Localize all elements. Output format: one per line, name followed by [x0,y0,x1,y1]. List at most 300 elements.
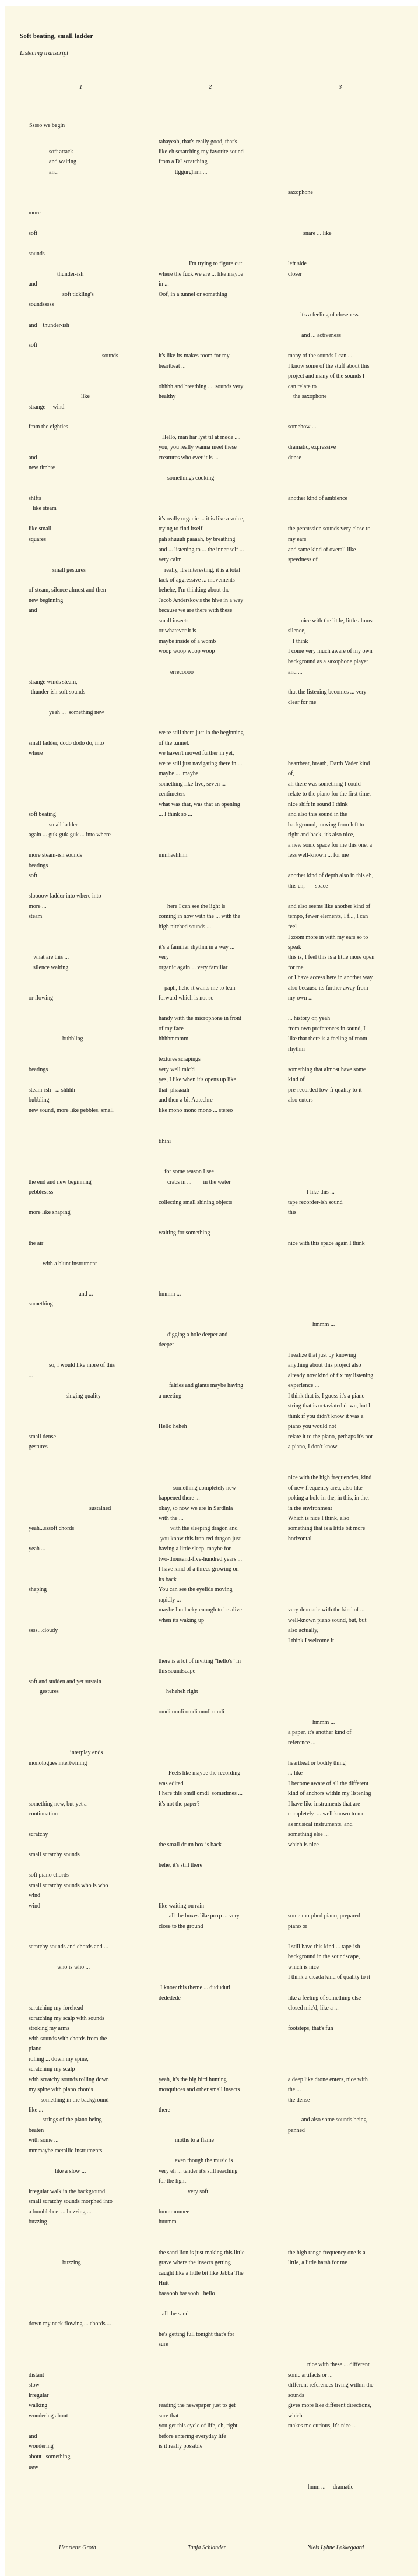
transcript-line: wind [29,1903,40,1909]
transcript-line: the dense [288,2097,310,2103]
transcript-line: tahayeah, that's really good, that's [159,139,237,145]
transcript-line: continuation [29,1811,58,1817]
transcript-line: because we are there with these [159,607,233,614]
transcript-line: the end and new beginning [29,1179,92,1185]
transcript-line: the high range frequency one is a [288,2250,366,2256]
transcript-line: or whatever it is [159,628,196,634]
transcript-line: so, I would like more of this [49,1362,115,1368]
transcript-line: the ... [288,2086,301,2093]
transcript-line: something that almost have some [288,1067,366,1073]
transcript-line: a meeting [159,1393,182,1399]
transcript-line: of, [288,770,294,777]
transcript-line: something else ... [288,1831,329,1838]
transcript-line: with the ... [159,1515,184,1522]
transcript-line: like waiting on rain [159,1903,205,1909]
transcript-line: sounds [288,2392,304,2399]
transcript-line: a new sonic space for me this one, a [288,842,373,849]
transcript-line: sounds [29,251,45,257]
transcript-line: Hutt [159,2280,169,2286]
transcript-line: very soft [188,2188,209,2195]
transcript-line: rhythm [288,1046,305,1053]
transcript-line: background, moving from left to [288,822,364,828]
transcript-line: small scratchy sounds who is who [29,1882,108,1889]
transcript-line: there is a lot of inviting “hello's” in [159,1658,241,1664]
transcript-line: buzzing [62,2260,81,2266]
transcript-line: happened there ... [159,1495,200,1501]
transcript-line: yeah...sssoft chords [29,1525,75,1532]
transcript-line: having a little sleep, maybe for [159,1546,231,1552]
transcript-line: reading the newspaper just to get [159,2402,236,2409]
transcript-line: also because its further away from [288,985,368,991]
transcript-line: and ... activeness [301,332,342,339]
transcript-line: I know some of the stuff about this [288,363,370,369]
transcript-line: collecting small shining objects [159,1199,233,1206]
transcript-line: organic again ... very familiar [159,965,228,971]
transcript-line: for the light [159,2178,187,2184]
transcript-line: steam [29,913,43,920]
transcript-line: shaping [29,1586,47,1593]
transcript-line: something completely new [173,1485,236,1491]
transcript-line: hmmmmmee [159,2209,189,2215]
transcript-line: who is who ... [57,1964,90,1970]
transcript-line: small ladder, dodo dodo do, into [29,740,104,747]
transcript-line: saxophone [288,189,313,196]
transcript-line: handy with the microphone in front [159,1015,241,1022]
transcript-line: I still have this kind ... tape-ish [288,1944,360,1950]
transcript-line: some morphed piano, prepared [288,1913,360,1919]
transcript-line: also actually, [288,1627,319,1634]
transcript-line: he's getting full tonight that's for [159,2331,234,2338]
transcript-line: kind of [288,1076,305,1083]
transcript-line: was edited [159,1780,184,1787]
transcript-line: tempo, fewer elements, I f..., I can [288,913,368,920]
transcript-line: beaten [29,2127,44,2134]
transcript-line: something new, but yet a [29,1801,87,1807]
transcript-line: pebblessss [29,1189,54,1195]
transcript-line: and same kind of overall like [288,547,356,553]
transcript-line: sloooow ladder into where into [29,893,101,899]
transcript-line: left side [288,261,307,267]
transcript-line: many of the sounds I can ... [288,353,353,359]
transcript-line: you get this cycle of life, eh, right [159,2423,238,2429]
transcript-line: maybe ... maybe [159,770,199,777]
transcript-line: hmmm ... [159,1291,181,1297]
transcript-line: that the listening becomes ... very [288,689,367,695]
transcript-line: very dramatic with the kind of ... [288,1607,365,1613]
transcript-line: it's a feeling of closeness [300,312,359,318]
transcript-line: footsteps, that's fun [288,2025,333,2032]
transcript-line: strange winds steam, [29,679,78,685]
transcript-line: less well-known ... for me [288,852,349,858]
transcript-line: horizontal [288,1536,312,1542]
transcript-line: rolling ... down my spine, [29,2056,89,2063]
transcript-line: another kind of ambience [288,495,347,502]
transcript-line: fairies and giants maybe having [169,1382,244,1389]
transcript-line: I think a cicada kind of quality to it [288,1974,371,1980]
transcript-line: from own preferences in sound, I [288,1026,366,1032]
transcript-line: pre-recorded low-fi quality to it [288,1087,362,1093]
transcript-line: ... I think so ... [159,811,192,818]
transcript-line: thunder-ish [57,271,84,277]
transcript-line: gives more like different directions, [288,2402,371,2409]
transcript-line: what are this ... [33,954,69,960]
transcript-line: which [288,2413,303,2419]
transcript-line: and also this sound in the [288,811,347,818]
transcript-line: distant [29,2372,44,2378]
transcript-line: high pitched sounds ... [159,924,211,930]
transcript-line: we haven't moved further in yet, [159,750,234,756]
transcript-line: string that is octaviated down, but I [288,1403,371,1409]
transcript-line: very calm [159,557,182,563]
transcript-line: scratchy sounds and chords and ... [29,1944,108,1950]
transcript-line: already now kind of fix my listening [288,1373,374,1379]
transcript-line: completely ... well known to me [288,1811,365,1817]
transcript-line: or flowing [29,995,53,1001]
transcript-line: somehow ... [288,424,317,430]
transcript-line: soft and sudden and yet sustain [29,1678,101,1685]
transcript-line: again ... guk-guk-guk ... into where [29,832,111,838]
transcript-line: something that is a little bit more [288,1525,366,1532]
transcript-line: something in the background [41,2097,109,2103]
transcript-line: like ... [29,2107,43,2113]
transcript-line: we're still just navigating there in ... [159,761,243,767]
transcript-line: which is nice [288,1964,319,1970]
transcript-line: buzzing [29,2219,47,2225]
transcript-line: piano or [288,1923,308,1930]
transcript-line: Hello heheh [159,1423,187,1430]
transcript-line: more [29,210,41,216]
transcript-line: anything about this project also [288,1362,361,1368]
transcript-line: background as a saxophone player [288,659,368,665]
transcript-line: I know this theme ... dududuti [160,1984,230,1991]
transcript-line: trying to find itself [159,526,203,532]
transcript-line: of steam, silence almost and then [29,587,106,593]
transcript-line: and thunder-ish [29,322,69,329]
transcript-line: a deep like drone enters, nice with [288,2077,368,2083]
transcript-line: with some ... [29,2137,59,2144]
transcript-line: think if you didn't know it was a [288,1413,364,1420]
transcript-line: a piano, I don't know [288,1444,338,1450]
transcript-line: nice with this space again I think [288,1240,365,1247]
transcript-line: strange wind [29,404,65,410]
transcript-line: forward which is not so [159,995,214,1001]
transcript-line: soft piano chords [29,1872,69,1878]
transcript-line: Which is nice I think, also [288,1515,349,1522]
transcript-line: right and back, it's also nice, [288,832,354,838]
transcript-line: wind [29,1892,40,1899]
transcript-line: like steam [33,505,57,512]
transcript-line: digging a hole deeper and [167,1332,228,1338]
transcript-line: a paper, it's another kind of [288,1729,352,1736]
column-number: 1 [79,84,83,90]
transcript-line: scratchy [29,1831,48,1838]
transcript-line: paph, hehe it wants me to lean [164,985,236,991]
transcript-line: I have like instruments that are [288,1801,360,1807]
transcript-line: soft attack [49,149,73,155]
transcript-line: gestures [40,1688,59,1695]
transcript-line: and [29,455,37,461]
transcript-line: small insects [159,618,189,624]
transcript-line: irregular walk in the background, [29,2188,107,2195]
transcript-line: dramatic, expressive [288,444,336,451]
transcript-line: I'm trying to figure out [189,261,243,267]
transcript-line: from the eighties [29,424,68,430]
transcript-line: moths to a flame [175,2137,214,2144]
transcript-line: like a slow ... [55,2168,86,2174]
transcript-line: interplay ends [70,1750,103,1756]
transcript-line: sure [159,2341,168,2348]
transcript-line: the small drum box is back [159,1842,222,1848]
transcript-line: yeah, it's the big bird hunting [159,2077,227,2083]
transcript-line: heartbeat ... [159,363,186,369]
transcript-line: relate to the piano for the first time, [288,791,371,797]
transcript-line: of new frequency area, also like [288,1485,363,1491]
transcript-line: for me [288,965,304,971]
transcript-line: and [29,2433,37,2440]
transcript-line: my own ... [288,995,313,1001]
transcript-line: pah shuuuh paaaah, by breathing [159,536,236,543]
transcript-line: two-thousand-five-hundred years ... [159,1556,243,1563]
transcript-line: the air [29,1240,44,1247]
transcript-line: yes, I like when it's opens up like [159,1076,236,1083]
transcript-line: small dense [29,1434,56,1440]
transcript-line: close to the ground [159,1923,203,1930]
transcript-line: more like shaping [29,1209,71,1216]
transcript-line: panned [288,2127,305,2134]
transcript-line: sounds [102,353,118,359]
transcript-line: with the sleeping dragon and [170,1525,238,1532]
transcript-line: this is, I feel this is a little more open [288,954,375,960]
transcript-line: piano [29,2046,42,2052]
transcript-line: with a blunt instrument [43,1261,97,1267]
transcript-line: I here this omdi omdi sometimes ... [159,1790,243,1797]
transcript-line: silence waiting [33,965,69,971]
transcript-line: of the tunnel. [159,740,190,747]
column-number: 2 [209,84,212,90]
transcript-line: here I can see the light is [167,903,226,910]
transcript-line: really, it's interesting, it is a total [164,567,241,573]
transcript-line: snare ... like [303,230,332,237]
transcript-line: I zoom more in with my ears so to [288,934,368,941]
transcript-line: monologues intertwining [29,1760,87,1766]
page-subtitle: Listening transcript [20,50,69,57]
transcript-line: I have kind of a threes growing on [159,1566,239,1572]
transcript-line: I think I welcome it [288,1638,334,1644]
transcript-line: when its waking up [159,1617,205,1624]
transcript-line: can relate to [288,383,317,390]
transcript-line: and [29,607,37,614]
transcript-line: I realize that just by knowing [288,1352,356,1359]
transcript-line: woop woop woop woop [159,648,215,654]
transcript-line: with scratchy sounds rolling down [29,2077,109,2083]
transcript-line: I think that is, I guess it's a piano [288,1393,365,1399]
transcript-line: my spine with piano chords [29,2086,93,2093]
transcript-line: and also seems like another kind of [288,903,371,910]
transcript-line: scratching my scalp with sounds [29,2015,104,2022]
transcript-line: and ... [288,669,303,675]
transcript-line: the saxophone [293,393,327,400]
transcript-line: nice with these ... different [307,2362,370,2368]
credit-name: Niels Lyhne Løkkegaard [307,2545,364,2551]
transcript-line: I think [293,638,308,645]
transcript-line: about something [29,2454,71,2460]
transcript-line: huumm [159,2219,177,2225]
transcript-line: like small [29,526,52,532]
transcript-line: grave where the insects getting [159,2260,231,2266]
transcript-line: Feels like maybe the recording [168,1770,241,1776]
transcript-line: gestures [29,1444,48,1450]
transcript-line: soft [29,872,37,879]
transcript-line: healthy [159,393,176,400]
transcript-line: small scratchy sounds [29,1852,80,1858]
transcript-line: irregular [29,2392,49,2399]
transcript-line: rapidly ... [159,1597,181,1603]
transcript-line: little, a little harsh for me [288,2260,347,2266]
transcript-line: speak [288,944,301,951]
transcript-line: closed mic'd, like a ... [288,2005,339,2011]
transcript-line: mosquitoes and other small insects [159,2086,240,2093]
transcript-line: squares [29,536,46,543]
transcript-line: ah there was something I could [288,781,361,787]
transcript-line: its back [159,1576,177,1583]
transcript-line: scratching my forehead [29,2005,83,2011]
transcript-line: and then a bit Autechre [159,1097,213,1103]
transcript-line: you know this iron red dragon just [160,1536,241,1542]
transcript-line: in the environment [288,1505,332,1512]
transcript-line: of my face [159,1026,184,1032]
transcript-line: also enters [288,1097,313,1103]
transcript-line: where the fuck we are ... like maybe [159,271,243,277]
transcript-line: this soundscape [159,1668,196,1674]
transcript-line: hhhhmmmm [159,1036,189,1042]
transcript-line: slow [29,2382,40,2388]
transcript-line: clear for me [288,699,317,706]
transcript-line: you, you really wanna meet these [159,444,237,451]
transcript-line: soft tickling's [62,291,94,298]
credit-name: Henriette Groth [59,2545,96,2551]
transcript-line: Oof, in a tunnel or something [159,291,227,298]
transcript-line: hmmm ... [312,1719,335,1726]
transcript-line: more ... [29,903,47,910]
transcript-line: and ... [79,1291,93,1297]
transcript-line: centimeters [159,791,186,797]
transcript-line: heheheh right [166,1688,198,1695]
transcript-line: it's really organic ... it is like a voice, [159,516,245,522]
transcript-line: shifts [29,495,41,502]
transcript-line: this eh, space [288,883,328,889]
transcript-line: I become aware of all the different [288,1780,369,1787]
transcript-line: very eh ... tender it's still reaching [159,2168,238,2174]
transcript-line: relate it to the piano, perhaps it's not [288,1434,373,1440]
transcript-line: ohhhh and breathing ... sounds very [159,383,244,390]
transcript-line: makes me curious, it's nice ... [288,2423,357,2429]
transcript-line: like mono mono mono ... stereo [159,1107,233,1114]
transcript-line: mmheehhhh [159,852,188,858]
transcript-line: hmmm ... [312,1321,335,1328]
transcript-line: it's a familiar rhythm in a way ... [159,944,235,951]
transcript-line: singing quality [66,1393,101,1399]
transcript-line: lack of aggressive ... movements [159,577,235,583]
transcript-line: hehe, it's still there [159,1862,203,1868]
transcript-line: dense [288,455,301,461]
transcript-line: which is nice [288,1842,319,1848]
transcript-line: and ... listening to ... the inner self ... [159,547,244,553]
transcript-line: omdi omdi omdi omdi omdi [159,1709,224,1715]
transcript-line: all the boxes like prrrp ... very [169,1913,240,1919]
transcript-line: where [29,750,43,756]
transcript-line: it's like its makes room for my [159,353,230,359]
transcript-line: coming in now with the ... with the [159,913,240,920]
transcript-line: more steam-ish sounds [29,852,82,858]
transcript-line: You can see the eyelids moving [159,1586,233,1593]
transcript-line: reference ... [288,1740,316,1746]
transcript-line: project and many of the sounds I [288,373,365,379]
transcript-line: small ladder [49,822,78,828]
transcript-line: silence, [288,628,306,634]
transcript-line: speedness of [288,557,318,563]
transcript-line: kind of anchors within my listening [288,1790,371,1797]
transcript-line: something like five, seven ... [159,781,226,787]
transcript-line: the percussion sounds very close to [288,526,371,532]
transcript-line: nice with the high frequencies, kind [288,1474,372,1481]
transcript-line: or I have access here in another way [288,974,373,981]
transcript-line: tape recorder-ish sound [288,1199,343,1206]
transcript-line: crabs in ... in the water [167,1179,231,1185]
transcript-line: hehehe, I'm thinking about the [159,587,230,593]
transcript-line: caught like a little bit like Jabba The [159,2270,244,2276]
transcript-line: well-known piano sound, but, but [288,1617,367,1624]
transcript-line: something [29,1301,53,1307]
transcript-line: I like this ... [307,1189,335,1195]
transcript-line: as musical instruments, and [288,1821,353,1828]
transcript-line: heartbeat or bodily thing [288,1760,346,1766]
transcript-line: somethings cooking [167,475,215,481]
transcript-line: beatings [29,863,48,869]
transcript-line: maybe I'm lucky enough to be alive [159,1607,242,1613]
transcript-line: textures scrapings [159,1056,201,1062]
transcript-line: ttggurghrrh ... [175,169,208,175]
transcript-line: Hello, man har lyst til at møde .... [162,434,241,441]
transcript-line: for some reason I see [164,1169,214,1175]
transcript-line: new beginning [29,597,64,604]
transcript-line: ssss...cloudy [29,1627,58,1634]
transcript-line: creatures who ever it is ... [159,455,219,461]
transcript-line: and [49,169,58,175]
transcript-line: experience ... [288,1382,319,1389]
transcript-line: and also some sounds being [301,2117,367,2123]
transcript-line: like [81,393,90,400]
transcript-line: even though the music is [175,2158,233,2164]
transcript-line: mmmaybe metallic instruments [29,2148,103,2154]
transcript-line: and waiting [49,159,76,165]
transcript-line: sure that [159,2413,179,2419]
transcript-line: the sand lion is just making this little [159,2250,245,2256]
transcript-line: bubbling [62,1036,83,1042]
transcript-line: waiting for something [159,1230,210,1236]
transcript-line: yeah ... [29,1546,45,1552]
transcript-line: nice shift in sound I think [288,801,348,808]
transcript-line: nice with the little, little almost [301,618,374,624]
transcript-line: wondering [29,2443,54,2450]
page-title: Soft beating, small ladder [20,33,93,40]
transcript-line: my ears [288,536,307,543]
transcript-line: deeper [159,1342,174,1348]
transcript-line: bubbling [29,1097,50,1103]
transcript-line: ... [29,1373,33,1379]
transcript-line: yeah ... something new [49,709,104,716]
transcript-line: a bumblebee ... buzzing ... [29,2209,92,2215]
transcript-line: walking [29,2402,48,2409]
